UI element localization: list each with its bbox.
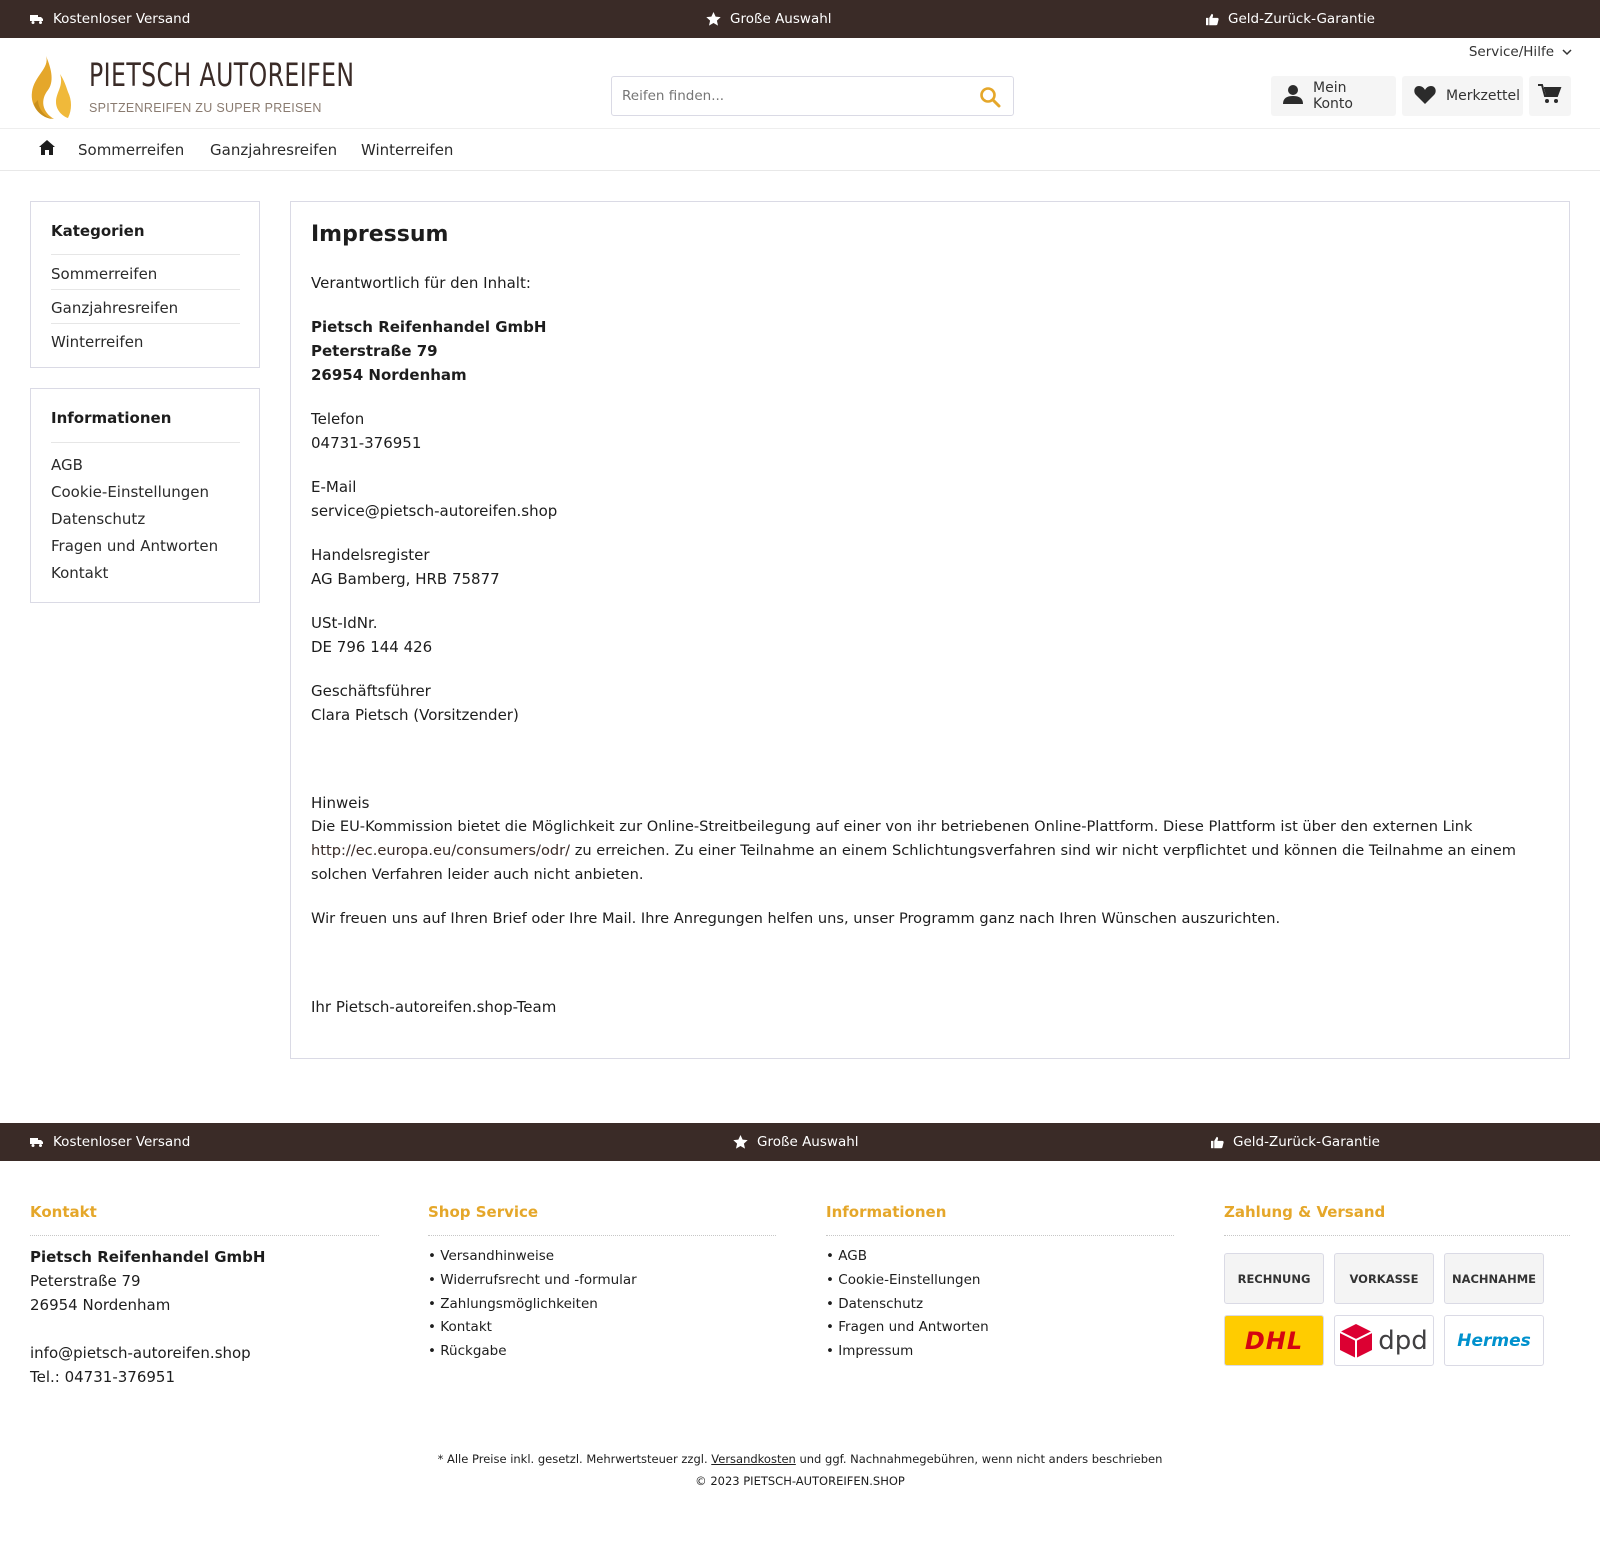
footer-service-link[interactable]: • Widerrufsrecht und -formular xyxy=(428,1272,637,1288)
sidebar-item-winterreifen[interactable]: Winterreifen xyxy=(51,333,144,351)
divider xyxy=(30,1235,379,1236)
company-street: Peterstraße 79 xyxy=(311,342,438,360)
ceo-value: Clara Pietsch (Vorsitzender) xyxy=(311,706,519,724)
usp-shipping-label: Kostenloser Versand xyxy=(53,11,191,27)
thumbs-up-icon xyxy=(1211,1136,1224,1149)
page-title: Impressum xyxy=(311,222,449,247)
notice-line-3: solchen Verfahren leider auch nicht anbieten. xyxy=(311,866,644,883)
logo-subtitle: SPITZENREIFEN ZU SUPER PREISEN xyxy=(89,101,322,115)
usp-selection xyxy=(706,0,832,38)
dpd-cube-icon xyxy=(1340,1324,1372,1358)
footer-service-link[interactable]: • Kontakt xyxy=(428,1319,492,1335)
usp-selection xyxy=(733,1123,859,1161)
tax-note-text: * Alle Preise inkl. gesetzl. Mehrwertsteuer zzgl. xyxy=(437,1452,712,1466)
footer-service-link[interactable]: • Rückgabe xyxy=(428,1343,507,1359)
impressum-content xyxy=(290,201,1570,1059)
footer-payment-title: Zahlung & Versand xyxy=(1224,1203,1386,1221)
tax-note xyxy=(0,1452,1600,1466)
usp-guarantee-label: Geld-Zurück-Garantie xyxy=(1228,11,1375,27)
company-city: 26954 Nordenham xyxy=(311,366,467,384)
nav-item-sommerreifen[interactable]: Sommerreifen xyxy=(78,141,185,159)
footer-street: Peterstraße 79 xyxy=(30,1272,141,1290)
email-value[interactable]: service@pietsch-autoreifen.shop xyxy=(311,502,558,520)
sidebar-informationen xyxy=(30,388,260,603)
chevron-down-icon xyxy=(1562,44,1572,60)
register-label: Handelsregister xyxy=(311,546,430,564)
notice-line-2 xyxy=(311,839,1516,863)
search-icon[interactable] xyxy=(979,86,1001,112)
footer-info-title: Informationen xyxy=(826,1203,947,1221)
sidebar-item-faq[interactable]: Fragen und Antworten xyxy=(51,537,219,555)
payment-rechnung: RECHNUNG xyxy=(1224,1253,1324,1304)
payment-vorkasse: VORKASSE xyxy=(1334,1253,1434,1304)
sidebar-categories xyxy=(30,201,260,368)
nav-item-winterreifen[interactable]: Winterreifen xyxy=(361,141,454,159)
sidebar-item-sommerreifen[interactable]: Sommerreifen xyxy=(51,265,158,283)
usp-selection-label: Große Auswahl xyxy=(757,1134,859,1150)
responsible-label: Verantwortlich für den Inhalt: xyxy=(311,274,531,292)
sidebar-categories-title: Kategorien xyxy=(51,222,145,240)
usp-shipping-label: Kostenloser Versand xyxy=(53,1134,191,1150)
payment-nachnahme: NACHNAHME xyxy=(1444,1253,1544,1304)
notice-label: Hinweis xyxy=(311,794,370,812)
divider xyxy=(1224,1235,1570,1236)
register-value: AG Bamberg, HRB 75877 xyxy=(311,570,500,588)
notice-line-2-text: zu erreichen. Zu einer Teilnahme an einem Schlichtungsverfahren sind wir nicht verpflichtet und können die Teilnahme an einem xyxy=(570,842,1516,859)
footer-city: 26954 Nordenham xyxy=(30,1296,171,1314)
flame-logo-icon xyxy=(30,56,72,120)
wishlist-button[interactable] xyxy=(1402,76,1523,116)
phone-label: Telefon xyxy=(311,410,365,428)
dhl-logo: DHL xyxy=(1224,1315,1324,1366)
search-input[interactable] xyxy=(612,88,942,104)
usp-guarantee xyxy=(1211,1123,1380,1161)
service-help-label: Service/Hilfe xyxy=(1468,44,1554,60)
notice-line-1: Die EU-Kommission bietet die Möglichkeit zur Online-Streitbeilegung auf einer von ihr betriebenen Online-Plattform. Diese Plattform ist über den externen Link xyxy=(311,818,1473,835)
divider xyxy=(826,1235,1174,1236)
footer-info-link[interactable]: • Fragen und Antworten xyxy=(826,1319,989,1335)
usp-selection-label: Große Auswahl xyxy=(730,11,832,27)
shipping-costs-link[interactable]: Versandkosten xyxy=(711,1452,796,1466)
usp-bar-top xyxy=(0,0,1600,38)
thumbs-up-icon xyxy=(1206,13,1219,26)
cart-icon xyxy=(1538,84,1562,108)
usp-shipping xyxy=(30,1123,190,1161)
footer-info-link[interactable]: • Datenschutz xyxy=(826,1296,924,1312)
company-name: Pietsch Reifenhandel GmbH xyxy=(311,318,547,336)
sidebar-item-ganzjahresreifen[interactable]: Ganzjahresreifen xyxy=(51,299,179,317)
account-button[interactable] xyxy=(1271,76,1396,116)
account-label: Mein Konto xyxy=(1313,80,1353,112)
vat-label: USt-IdNr. xyxy=(311,614,378,632)
divider xyxy=(51,323,240,324)
odr-link[interactable]: http://ec.europa.eu/consumers/odr/ xyxy=(311,842,571,859)
service-help-dropdown[interactable] xyxy=(1469,44,1572,60)
footer-info-link[interactable]: • Cookie-Einstellungen xyxy=(826,1272,981,1288)
wishlist-label: Merkzettel xyxy=(1446,88,1520,104)
footer-email[interactable]: info@pietsch-autoreifen.shop xyxy=(30,1344,251,1362)
cart-button[interactable] xyxy=(1529,76,1571,116)
truck-icon xyxy=(30,14,44,24)
user-icon xyxy=(1283,84,1303,108)
shop-logo[interactable] xyxy=(30,56,355,120)
usp-bar-footer xyxy=(0,1123,1600,1161)
divider xyxy=(51,254,240,255)
footer-service-link[interactable]: • Versandhinweise xyxy=(428,1248,555,1264)
usp-guarantee-label: Geld-Zurück-Garantie xyxy=(1233,1134,1380,1150)
sidebar-item-kontakt[interactable]: Kontakt xyxy=(51,564,109,582)
footer-company: Pietsch Reifenhandel GmbH xyxy=(30,1248,266,1266)
search-bar xyxy=(611,76,1014,116)
vat-value: DE 796 144 426 xyxy=(311,638,433,656)
star-icon xyxy=(706,12,721,26)
usp-guarantee xyxy=(1206,0,1375,38)
truck-icon xyxy=(30,1137,44,1147)
footer-info-link[interactable]: • Impressum xyxy=(826,1343,914,1359)
footer-info-link[interactable]: • AGB xyxy=(826,1248,867,1264)
footer-service-title: Shop Service xyxy=(428,1203,539,1221)
footer-contact-title: Kontakt xyxy=(30,1203,97,1221)
usp-shipping xyxy=(30,0,190,38)
tax-note-text: und ggf. Nachnahmegebühren, wenn nicht anders beschrieben xyxy=(795,1452,1163,1466)
footer-service-link[interactable]: • Zahlungsmöglichkeiten xyxy=(428,1296,598,1312)
phone-value: 04731-376951 xyxy=(311,434,422,452)
star-icon xyxy=(733,1135,748,1149)
home-icon[interactable] xyxy=(39,140,55,159)
logo-title: PIETSCH AUTOREIFEN xyxy=(89,56,355,94)
hermes-logo: Hermes xyxy=(1444,1315,1544,1366)
signature: Ihr Pietsch-autoreifen.shop-Team xyxy=(311,998,557,1016)
main-navigation xyxy=(0,128,1600,171)
sidebar-info-title: Informationen xyxy=(51,409,172,427)
sidebar-item-datenschutz[interactable]: Datenschutz xyxy=(51,510,146,528)
sidebar-item-agb[interactable]: AGB xyxy=(51,456,83,474)
heart-icon xyxy=(1414,85,1436,108)
nav-item-ganzjahresreifen[interactable]: Ganzjahresreifen xyxy=(210,141,338,159)
email-label: E-Mail xyxy=(311,478,357,496)
divider xyxy=(51,289,240,290)
closing-text: Wir freuen uns auf Ihren Brief oder Ihre Mail. Ihre Anregungen helfen uns, unser Programm ganz nach Ihren Wünschen auszurichten. xyxy=(311,910,1281,927)
copyright: © 2023 PIETSCH-AUTOREIFEN.SHOP xyxy=(695,1474,905,1488)
sidebar-item-cookie-settings[interactable]: Cookie-Einstellungen xyxy=(51,483,210,501)
dpd-logo: dpd xyxy=(1334,1315,1434,1366)
divider xyxy=(51,442,240,443)
footer-phone[interactable]: Tel.: 04731-376951 xyxy=(30,1368,175,1386)
ceo-label: Geschäftsführer xyxy=(311,682,431,700)
divider xyxy=(428,1235,776,1236)
